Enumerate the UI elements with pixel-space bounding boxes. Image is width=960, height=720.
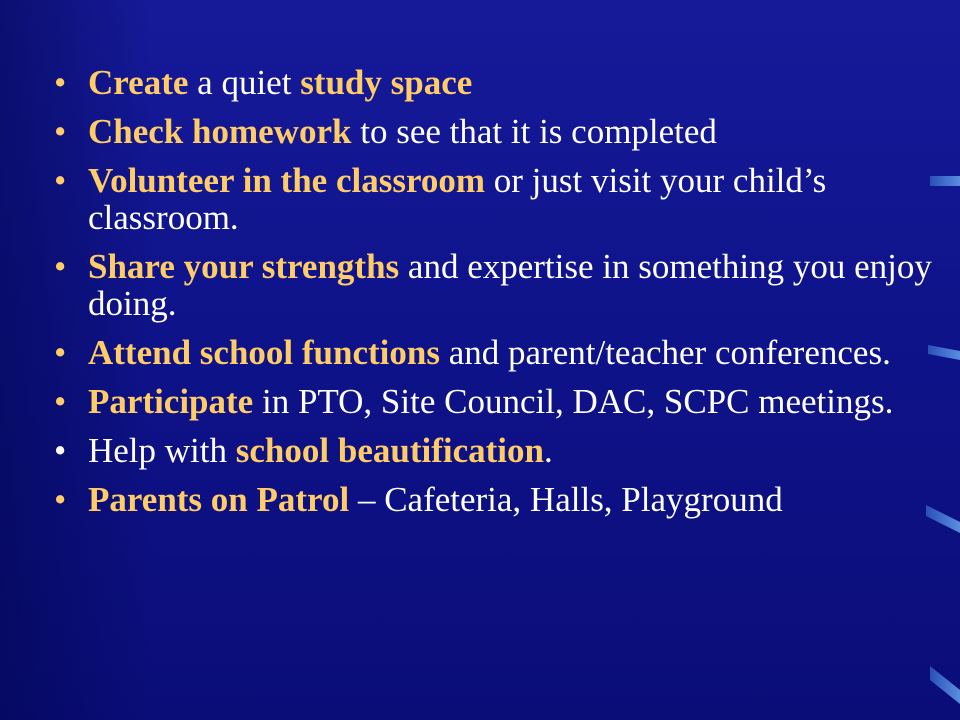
bullet-dot: • [54, 431, 67, 470]
bullet-item-strengths [52, 248, 952, 322]
bullet-item-school-functions [52, 334, 952, 371]
highlight-text: Parents on Patrol [88, 480, 350, 519]
highlight-text: Attend school functions [88, 333, 440, 372]
bullet-dot: • [54, 480, 67, 519]
body-text: or just visit your child’s classroom. [88, 161, 827, 237]
bullet-item-homework [52, 113, 952, 150]
bullet-item-volunteer [52, 162, 952, 236]
bullet-dot: • [54, 382, 67, 421]
body-text: . [543, 431, 553, 470]
bullet-dot: • [54, 112, 67, 151]
body-text: – Cafeteria, Halls, Playground [349, 480, 783, 519]
bullet-dot: • [54, 161, 67, 200]
highlight-text: study space [300, 63, 473, 102]
highlight-text: Share your strengths [88, 247, 400, 286]
highlight-text: Participate [88, 382, 254, 421]
highlight-text: school beautification [235, 431, 544, 470]
body-text: to see that it is completed [351, 112, 717, 151]
bullet-dot: • [54, 333, 67, 372]
bullet-list [52, 64, 952, 530]
bullet-item-participate [52, 383, 952, 420]
bullet-item-beautification [52, 432, 952, 469]
body-text: in PTO, Site Council, DAC, SCPC meetings. [253, 382, 894, 421]
body-text: Help with [88, 431, 236, 470]
highlight-text: Check homework [88, 112, 352, 151]
body-text: and parent/teacher conferences. [439, 333, 891, 372]
stripe-4 [930, 666, 960, 704]
body-text: a quiet [188, 63, 301, 102]
bullet-item-study-space [52, 64, 952, 101]
body-text: and expertise in something you enjoy doing. [88, 247, 932, 323]
highlight-text: Create [88, 63, 189, 102]
bullet-dot: • [54, 247, 67, 286]
bullet-dot: • [54, 63, 67, 102]
bullet-item-parents-on-patrol [52, 481, 952, 518]
highlight-text: Volunteer in the classroom [88, 161, 485, 200]
